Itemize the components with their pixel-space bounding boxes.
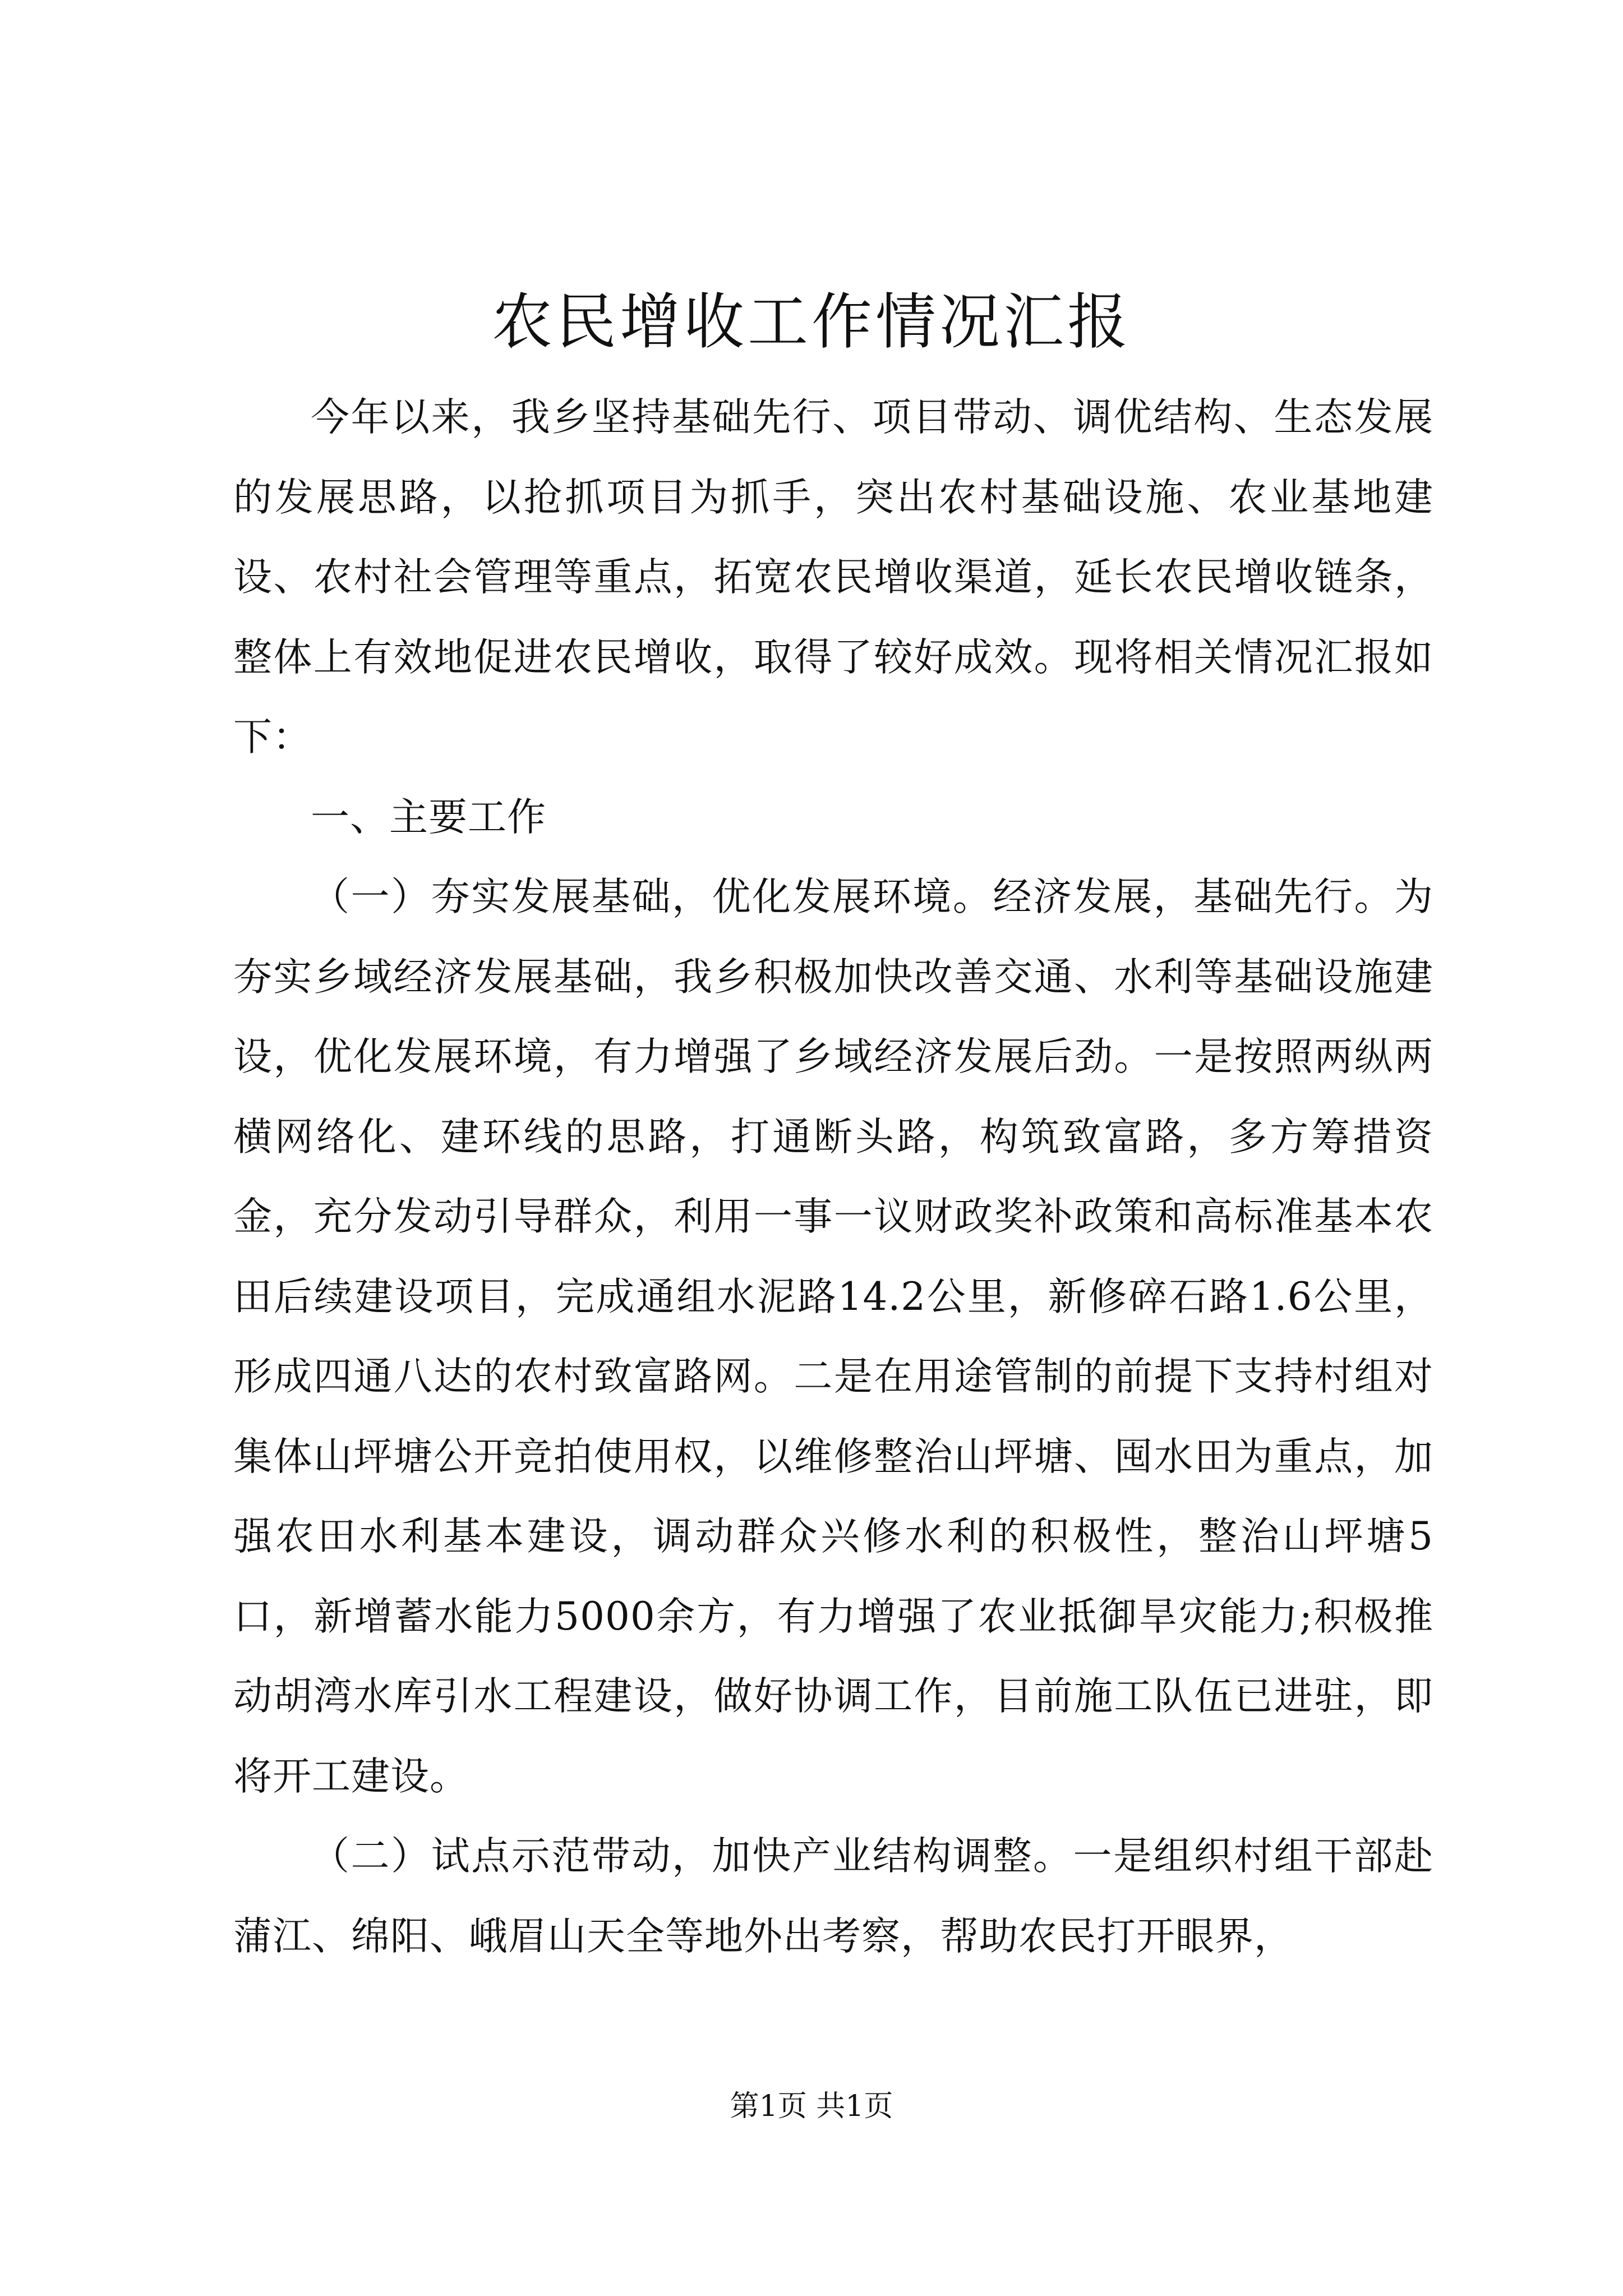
document-body (233, 378, 1433, 1976)
document-title: 农民增收工作情况汇报 (491, 287, 1131, 357)
paragraph-intro: 今年以来，我乡坚持基础先行、项目带动、调优结构、生态发展的发展思路，以抢抓项目为抓手，突出农村基础设施、农业基地建设、农村社会管理等重点，拓宽农民增收渠道，延长农民增收链条，整体上有效地促进农民增收，取得了较好成效。现将相关情况汇报如下： (233, 395, 1433, 760)
paragraph-section-2: （二）试点示范带动，加快产业结构调整。一是组织村组干部赴蒲江、绵阳、峨眉山天全等地外出考察，帮助农民打开眼界， (233, 1834, 1433, 1959)
section-heading-main-work: 一、主要工作 (311, 794, 546, 840)
paragraph-section-1: （一）夯实发展基础，优化发展环境。经济发展，基础先行。为夯实乡域经济发展基础，我乡积极加快改善交通、水利等基础设施建设，优化发展环境，有力增强了乡域经济发展后劲。一是按照两纵两横网络化、建环线的思路，打通断头路，构筑致富路，多方筹措资金，充分发动引导群众，利用一事一议财政奖补政策和高标准基本农田后续建设项目，完成通组水泥路14.2公里，新修碎石路1.6公里，形成四通八达的农村致富路网。二是在用途管制的前提下支持村组对集体山坪塘公开竞拍使用权，以维修整治山坪塘、囤水田为重点，加强农田水利基本建设，调动群众兴修水利的积极性，整治山坪塘5口，新增蓄水能力5000余方，有力增强了农业抵御旱灾能力;积极推动胡湾水库引水工程建设，做好协调工作，目前施工队伍已进驻，即将开工建设。 (233, 875, 1433, 1799)
page-footer: 第1页 共1页 (730, 2090, 893, 2123)
